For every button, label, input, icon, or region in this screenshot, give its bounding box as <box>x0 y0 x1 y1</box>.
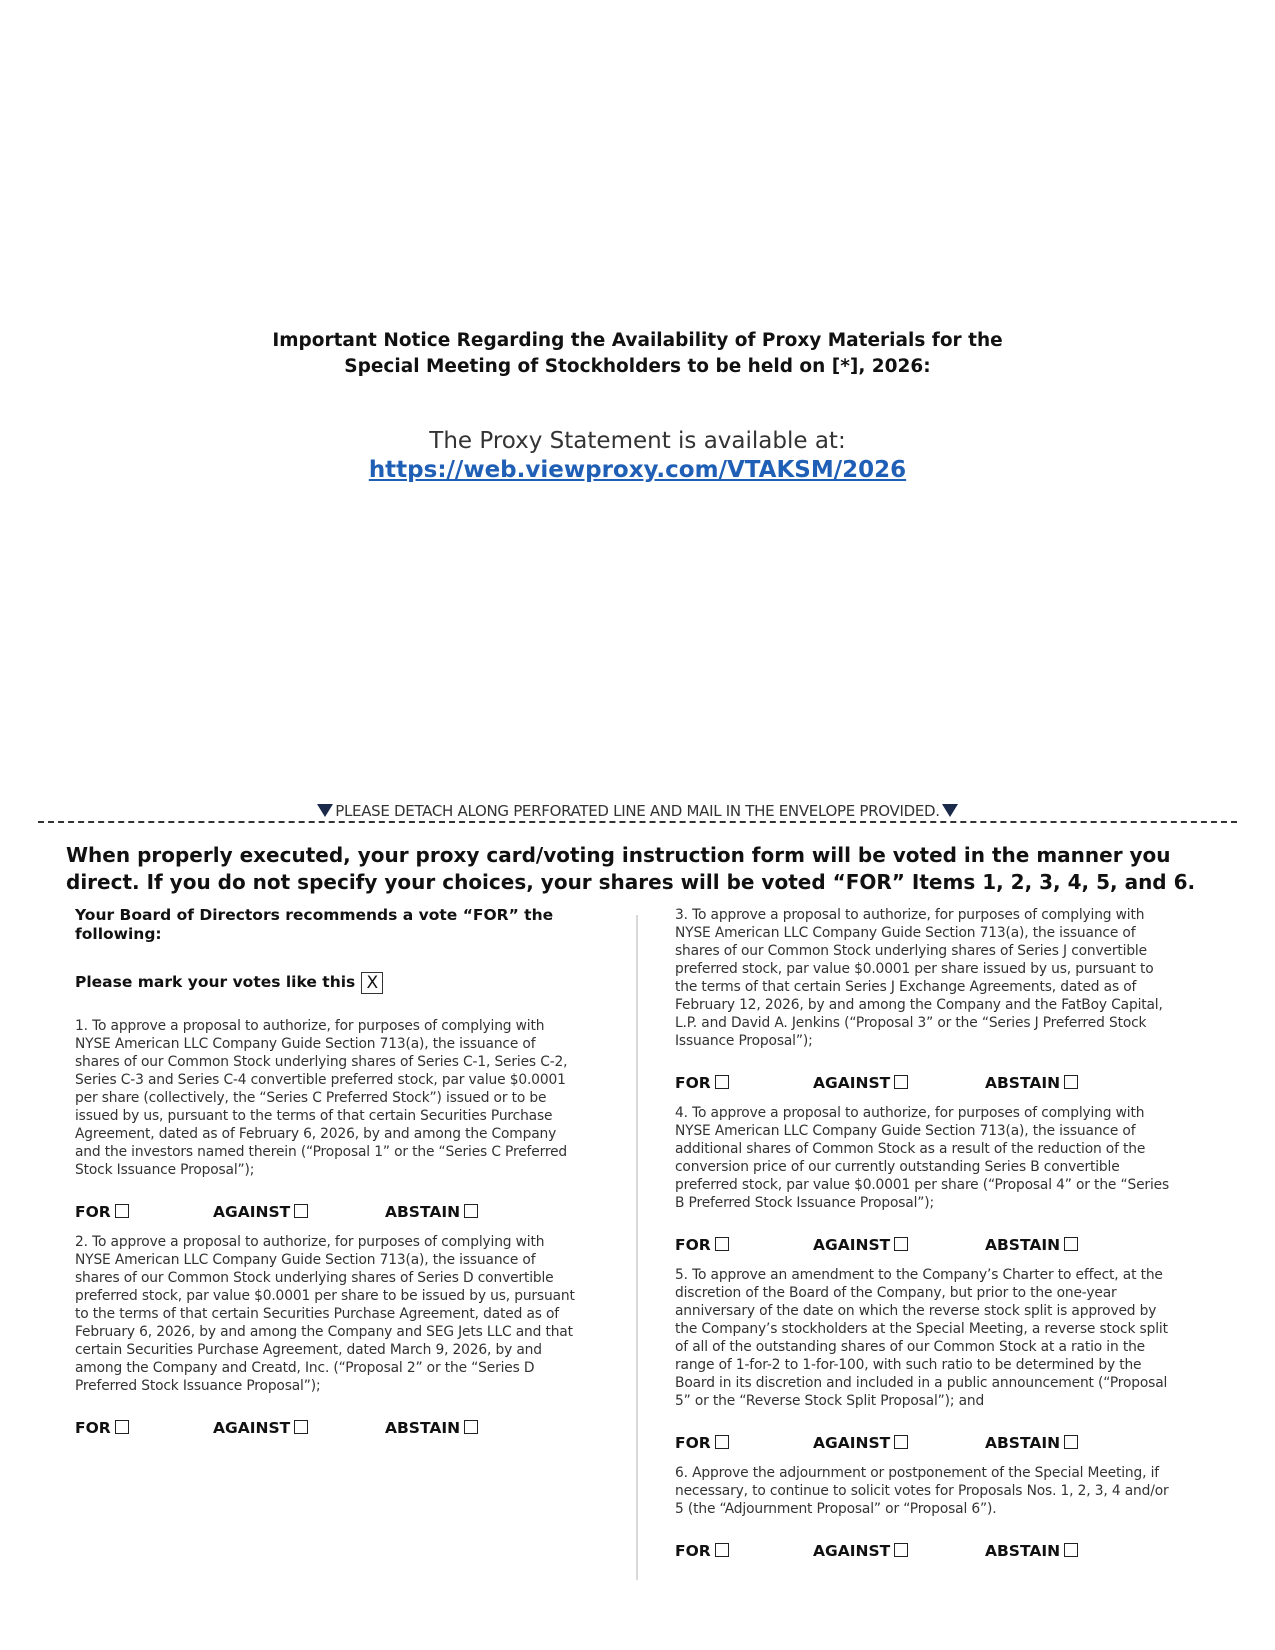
proposal-3-against-option[interactable]: AGAINST <box>813 1072 908 1094</box>
proposal-4-for-option[interactable]: FOR <box>675 1234 729 1256</box>
proposal-2-for-option[interactable]: FOR <box>75 1417 129 1439</box>
against-checkbox[interactable] <box>894 1237 908 1251</box>
down-triangle-icon <box>942 804 958 817</box>
notice-line-2: Special Meeting of Stockholders to be held on [*], 2026: <box>344 356 931 377</box>
availability-notice <box>0 328 1275 380</box>
proxy-statement-link[interactable]: https://web.viewproxy.com/VTAKSM/2026 <box>368 457 907 483</box>
proposal-2-abstain-option[interactable]: ABSTAIN <box>385 1417 478 1439</box>
abstain-checkbox[interactable] <box>1064 1435 1078 1449</box>
abstain-checkbox[interactable] <box>464 1204 478 1218</box>
for-checkbox[interactable] <box>715 1075 729 1089</box>
proposal-6-for-option[interactable]: FOR <box>675 1540 729 1562</box>
board-recommendation: Your Board of Directors recommends a vote “FOR” the following: <box>75 906 554 943</box>
against-checkbox[interactable] <box>894 1543 908 1557</box>
execution-statement: When properly executed, your proxy card/voting instruction form will be voted in the manner you direct. If you do not specify your choices, your shares will be voted “FOR” Items 1, 2, 3, 4, 5, and 6. <box>66 843 1196 894</box>
abstain-checkbox[interactable] <box>464 1420 478 1434</box>
proposal-2-text: 2. To approve a proposal to authorize, for purposes of complying with NYSE American LLC Company Guide Section 713(a), the issuance of shares of our Common Stock underlying shares of Series D convertible preferred stock, par value $0.0001 per share to be issued by us, pursuant to the terms of that certain Securities Purchase Agreement, dated as of February 6, 2026, by and among the Company and SEG Jets LLC and that certain Securities Purchase Agreement, dated March 9, 2026, by and among the Company and Creatd, Inc. (“Proposal 2” or the “Series D Preferred Stock Issuance Proposal”); <box>75 1233 575 1394</box>
proposal-5-abstain-option[interactable]: ABSTAIN <box>985 1432 1078 1454</box>
proposal-3-text: 3. To approve a proposal to authorize, for purposes of complying with NYSE American LLC Company Guide Section 713(a), the issuance of shares of our Common Stock underlying shares of Series J convertible preferred stock, par value $0.0001 per share issued by us, pursuant to the terms of that certain Series J Exchange Agreements, dated as of February 12, 2026, by and among the Company and the FatBoy Capital, L.P. and David A. Jenkins (“Proposal 3” or the “Series J Preferred Stock Issuance Proposal”); <box>675 907 1163 1049</box>
column-divider <box>636 915 638 1580</box>
mark-votes-instruction <box>75 971 580 994</box>
against-checkbox[interactable] <box>894 1435 908 1449</box>
against-checkbox[interactable] <box>294 1420 308 1434</box>
proposal-3-for-option[interactable]: FOR <box>675 1072 729 1094</box>
proposal-5-against-option[interactable]: AGAINST <box>813 1432 908 1454</box>
proposal-5-for-option[interactable]: FOR <box>675 1432 729 1454</box>
for-checkbox[interactable] <box>115 1204 129 1218</box>
perforated-line <box>38 821 1237 823</box>
detach-text: PLEASE DETACH ALONG PERFORATED LINE AND MAIL IN THE ENVELOPE PROVIDED. <box>335 802 940 820</box>
abstain-checkbox[interactable] <box>1064 1543 1078 1557</box>
proposal-5-votes <box>675 1432 1175 1454</box>
proposal-6-abstain-option[interactable]: ABSTAIN <box>985 1540 1078 1562</box>
for-checkbox[interactable] <box>715 1543 729 1557</box>
proposal-1-abstain-option[interactable]: ABSTAIN <box>385 1201 478 1223</box>
proxy-statement-availability: The Proxy Statement is available at: <box>429 428 846 454</box>
notice-line-1: Important Notice Regarding the Availability of Proxy Materials for the <box>272 330 1003 351</box>
for-checkbox[interactable] <box>715 1435 729 1449</box>
ballot-left-column <box>75 906 580 1439</box>
detach-instruction <box>0 802 1275 820</box>
proposal-1-votes <box>75 1201 580 1223</box>
proposal-4-text: 4. To approve a proposal to authorize, for purposes of complying with NYSE American LLC Company Guide Section 713(a), the issuance of additional shares of Common Stock as a result of the reduction of the conversion price of our currently outstanding Series B convertible preferred stock, par value $0.0001 per share (“Proposal 4” or the “Series B Preferred Stock Issuance Proposal”); <box>675 1105 1170 1211</box>
proposal-3-abstain-option[interactable]: ABSTAIN <box>985 1072 1078 1094</box>
mark-votes-label: Please mark your votes like this <box>75 973 356 991</box>
proposal-5-text: 5. To approve an amendment to the Company’s Charter to effect, at the discretion of the Board of the Company, but prior to the one-year anniversary of the date on which the reverse stock split is approved by the Company’s stockholders at the Special Meeting, a reverse stock split of all of the outstanding shares of our Common Stock at a ratio in the range of 1-for-2 to 1-for-100, with such ratio to be determined by the Board in its discretion and included in a public announcement (“Proposal 5” or the “Reverse Stock Split Proposal”); and <box>675 1267 1168 1409</box>
down-triangle-icon <box>317 804 333 817</box>
proposal-4-abstain-option[interactable]: ABSTAIN <box>985 1234 1078 1256</box>
abstain-checkbox[interactable] <box>1064 1237 1078 1251</box>
proposal-6-text: 6. Approve the adjournment or postponement of the Special Meeting, if necessary, to continue to solicit votes for Proposals Nos. 1, 2, 3, 4 and/or 5 (the “Adjournment Proposal” or “Proposal 6”). <box>675 1465 1169 1517</box>
proposal-3-votes <box>675 1072 1175 1094</box>
for-checkbox[interactable] <box>115 1420 129 1434</box>
against-checkbox[interactable] <box>894 1075 908 1089</box>
proposal-1-for-option[interactable]: FOR <box>75 1201 129 1223</box>
proposal-1-text: 1. To approve a proposal to authorize, for purposes of complying with NYSE American LLC Company Guide Section 713(a), the issuance of shares of our Common Stock underlying shares of Series C-1, Series C-2, Series C-3 and Series C-4 convertible preferred stock, par value $0.0001 per share (collectively, the “Series C Preferred Stock”) issued or to be issued by us, pursuant to the terms of that certain Securities Purchase Agreement, dated as of February 6, 2026, by and among the Company and the investors named therein (“Proposal 1” or the “Series C Preferred Stock Issuance Proposal”); <box>75 1017 568 1178</box>
abstain-checkbox[interactable] <box>1064 1075 1078 1089</box>
proposal-4-against-option[interactable]: AGAINST <box>813 1234 908 1256</box>
against-checkbox[interactable] <box>294 1204 308 1218</box>
proposal-2-against-option[interactable]: AGAINST <box>213 1417 308 1439</box>
proposal-2-votes <box>75 1417 580 1439</box>
proposal-1-against-option[interactable]: AGAINST <box>213 1201 308 1223</box>
for-checkbox[interactable] <box>715 1237 729 1251</box>
proposal-6-votes <box>675 1540 1175 1562</box>
ballot-right-column <box>675 906 1175 1562</box>
mark-example-box: X <box>361 972 383 994</box>
proposal-4-votes <box>675 1234 1175 1256</box>
proposal-6-against-option[interactable]: AGAINST <box>813 1540 908 1562</box>
